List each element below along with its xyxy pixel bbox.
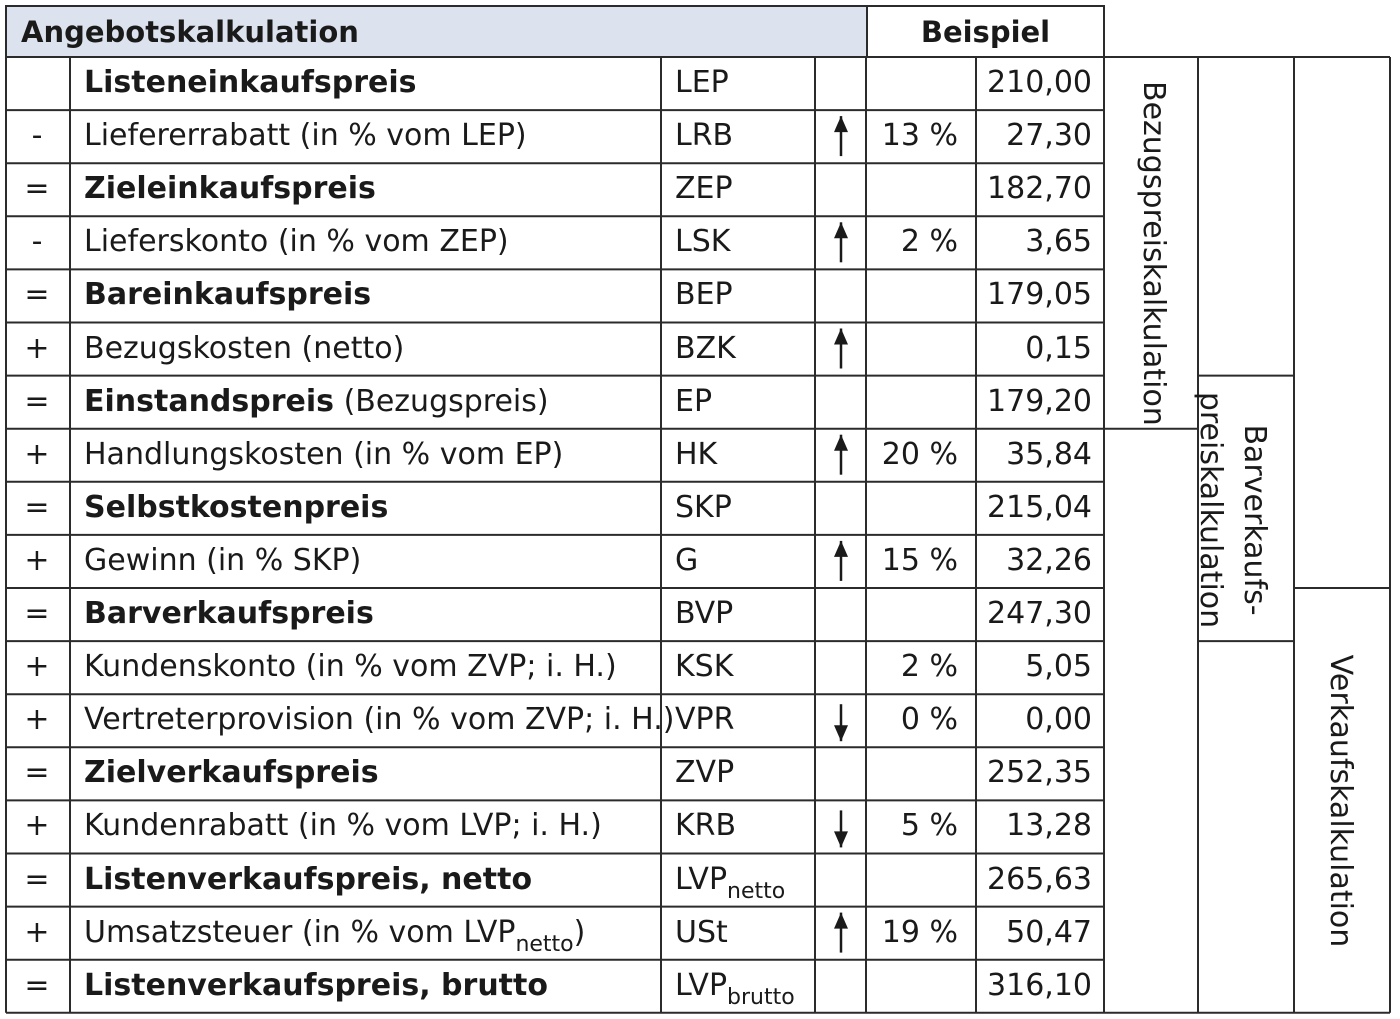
row-operator: - bbox=[31, 224, 43, 260]
row-value: 252,35 bbox=[987, 755, 1092, 791]
row-abbreviation bbox=[675, 914, 728, 950]
row-value: 27,30 bbox=[1006, 118, 1092, 154]
row-value: 179,05 bbox=[987, 277, 1092, 313]
row-value: 265,63 bbox=[987, 861, 1092, 897]
row-operator: + bbox=[24, 914, 50, 950]
side-label-verkaufskalkulation: Verkaufskalkulation bbox=[1323, 654, 1358, 948]
up-arrow-icon bbox=[834, 435, 848, 475]
row-abbreviation bbox=[675, 702, 735, 738]
up-arrow-icon bbox=[834, 116, 848, 156]
row-value: 0,00 bbox=[1025, 702, 1092, 738]
row-label bbox=[84, 542, 362, 578]
row-label bbox=[84, 224, 509, 260]
abbreviation-text: ZVP bbox=[675, 755, 735, 791]
row-abbreviation bbox=[675, 808, 737, 844]
abbreviation-text: VPR bbox=[675, 702, 735, 738]
row-label bbox=[84, 171, 376, 207]
row-label bbox=[84, 755, 379, 791]
row-operator: = bbox=[24, 755, 50, 791]
abbreviation-text: BVP bbox=[675, 596, 734, 631]
side-label-preiskalkulation: preiskalkulation bbox=[1193, 391, 1228, 629]
abbreviation-text: KSK bbox=[675, 649, 734, 685]
row-label-text: Bareinkaufspreis bbox=[84, 277, 372, 313]
row-value: 179,20 bbox=[987, 383, 1092, 419]
row-value: 13,28 bbox=[1006, 808, 1092, 844]
row-operator: + bbox=[24, 649, 50, 685]
abbreviation-subscript: brutto bbox=[727, 984, 795, 1010]
row-operator: = bbox=[24, 861, 50, 897]
side-label-barverkaufs: Barverkaufs- bbox=[1237, 424, 1272, 616]
row-label-text: Liefererrabatt (in % vom LEP) bbox=[84, 118, 527, 154]
abbreviation-text: SKP bbox=[675, 489, 732, 525]
row-label-text: Listenverkaufspreis, netto bbox=[84, 861, 533, 897]
row-label bbox=[84, 489, 389, 525]
row-label bbox=[84, 649, 617, 685]
row-label bbox=[84, 330, 405, 366]
row-value: 215,04 bbox=[987, 489, 1092, 525]
up-arrow-icon bbox=[834, 222, 848, 262]
row-abbreviation bbox=[675, 277, 733, 313]
row-label-subscript: netto bbox=[515, 931, 574, 957]
up-arrow-icon bbox=[834, 913, 848, 953]
abbreviation-text: LVP bbox=[675, 967, 728, 1003]
row-operator: = bbox=[24, 967, 50, 1003]
row-label bbox=[84, 967, 548, 1003]
row-label bbox=[84, 702, 675, 738]
abbreviation-text: BEP bbox=[675, 277, 733, 313]
row-value: 3,65 bbox=[1025, 224, 1092, 260]
row-abbreviation bbox=[675, 436, 718, 472]
row-operator: = bbox=[24, 277, 50, 313]
row-operator: + bbox=[24, 702, 50, 738]
row-value: 316,10 bbox=[987, 967, 1092, 1003]
row-percentage: 2 % bbox=[900, 224, 958, 260]
row-label-text: Zieleinkaufspreis bbox=[84, 171, 376, 207]
row-label-text: Zielverkaufspreis bbox=[84, 755, 379, 791]
row-value: 5,05 bbox=[1025, 649, 1092, 685]
row-percentage: 20 % bbox=[881, 436, 958, 472]
row-operator: + bbox=[24, 542, 50, 578]
row-abbreviation bbox=[675, 330, 736, 366]
abbreviation-text: LRB bbox=[675, 118, 734, 154]
row-label bbox=[84, 914, 586, 957]
row-label-text: Handlungskosten (in % vom EP) bbox=[84, 436, 564, 472]
abbreviation-text: EP bbox=[675, 383, 713, 419]
row-operator: + bbox=[24, 436, 50, 472]
row-label bbox=[84, 383, 549, 419]
abbreviation-text: G bbox=[675, 542, 699, 578]
row-label-text: Barverkaufspreis bbox=[84, 596, 374, 631]
row-label bbox=[84, 808, 602, 844]
row-label bbox=[84, 277, 372, 313]
abbreviation-text: ZEP bbox=[675, 171, 733, 207]
row-value: 210,00 bbox=[987, 65, 1092, 100]
row-percentage: 13 % bbox=[881, 118, 958, 154]
up-arrow-icon bbox=[834, 329, 848, 369]
row-percentage: 0 % bbox=[900, 702, 958, 738]
row-percentage: 2 % bbox=[900, 649, 958, 685]
row-value: 35,84 bbox=[1006, 436, 1092, 472]
row-operator: - bbox=[31, 118, 43, 154]
row-abbreviation bbox=[675, 171, 733, 207]
abbreviation-text: LSK bbox=[675, 224, 731, 260]
row-label-text: Listeneinkaufspreis bbox=[84, 65, 417, 100]
row-label bbox=[84, 596, 374, 631]
row-operator: = bbox=[24, 596, 50, 631]
abbreviation-text: LVP bbox=[675, 861, 728, 897]
down-arrow-icon bbox=[834, 810, 848, 847]
row-value: 182,70 bbox=[987, 171, 1092, 207]
row-label-text: Einstandspreis bbox=[84, 383, 335, 419]
row-label-text: Selbstkostenpreis bbox=[84, 489, 389, 525]
row-operator: = bbox=[24, 383, 50, 419]
abbreviation-text: HK bbox=[675, 436, 718, 472]
row-label bbox=[84, 118, 527, 154]
down-arrow-icon bbox=[834, 704, 848, 741]
abbreviation-text: LEP bbox=[675, 65, 729, 100]
row-label bbox=[84, 436, 564, 472]
row-value: 50,47 bbox=[1006, 914, 1092, 950]
row-label-extra: (Bezugspreis) bbox=[334, 383, 549, 419]
row-abbreviation bbox=[675, 224, 731, 260]
row-abbreviation bbox=[675, 967, 795, 1010]
row-abbreviation bbox=[675, 861, 786, 904]
row-label-text: Vertreterprovision (in % vom ZVP; i. H.) bbox=[84, 702, 675, 738]
row-label-text: Umsatzsteuer (in % vom LVP bbox=[84, 914, 516, 950]
side-label-bezugspreiskalkulation: Bezugspreiskalkulation bbox=[1136, 81, 1171, 426]
row-abbreviation bbox=[675, 118, 734, 154]
row-label bbox=[84, 65, 417, 100]
example-column-header: Beispiel bbox=[866, 5, 1105, 58]
up-arrow-icon bbox=[834, 541, 848, 581]
row-abbreviation bbox=[675, 489, 732, 525]
row-label-text: Kundenskonto (in % vom ZVP; i. H.) bbox=[84, 649, 617, 685]
row-label-text: Kundenrabatt (in % vom LVP; i. H.) bbox=[84, 808, 602, 844]
row-label-text: Lieferskonto (in % vom ZEP) bbox=[84, 224, 509, 260]
row-label bbox=[84, 861, 533, 897]
table-title: Angebotskalkulation bbox=[5, 5, 868, 58]
row-label-text: Gewinn (in % SKP) bbox=[84, 542, 362, 578]
row-abbreviation bbox=[675, 649, 734, 685]
row-abbreviation bbox=[675, 755, 735, 791]
row-value: 247,30 bbox=[987, 596, 1092, 631]
row-abbreviation bbox=[675, 596, 734, 631]
row-abbreviation bbox=[675, 65, 729, 100]
row-percentage: 5 % bbox=[900, 808, 958, 844]
row-label-text: Listenverkaufspreis, brutto bbox=[84, 967, 548, 1003]
row-abbreviation bbox=[675, 383, 713, 419]
abbreviation-text: KRB bbox=[675, 808, 737, 844]
abbreviation-text: BZK bbox=[675, 330, 736, 366]
row-operator: + bbox=[24, 330, 50, 366]
row-percentage: 19 % bbox=[881, 914, 958, 950]
row-operator: = bbox=[24, 171, 50, 207]
row-percentage: 15 % bbox=[881, 542, 958, 578]
abbreviation-subscript: netto bbox=[727, 878, 786, 904]
row-label-text: Bezugskosten (netto) bbox=[84, 330, 405, 366]
row-abbreviation bbox=[675, 542, 699, 578]
row-label-tail: ) bbox=[573, 914, 586, 950]
abbreviation-text: USt bbox=[675, 914, 728, 950]
row-operator: + bbox=[24, 808, 50, 844]
row-value: 0,15 bbox=[1025, 330, 1092, 366]
row-operator: = bbox=[24, 489, 50, 525]
row-value: 32,26 bbox=[1006, 542, 1092, 578]
